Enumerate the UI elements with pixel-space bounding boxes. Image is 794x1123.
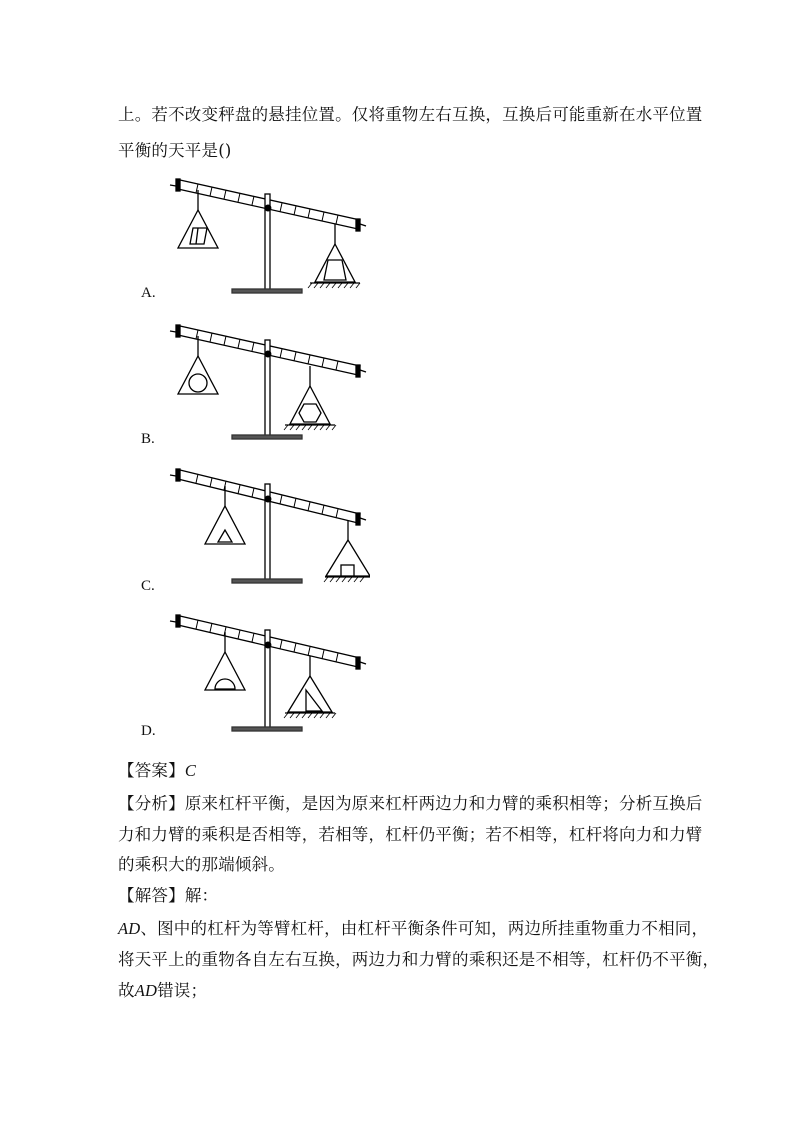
- option-label-d[interactable]: D.: [141, 723, 156, 739]
- answer-value: C: [184, 761, 197, 780]
- solution-line-0: [118, 882, 218, 906]
- analysis-line-1: [118, 790, 703, 814]
- balance-figure-a: [160, 176, 370, 296]
- balance-figure-c: [160, 466, 370, 586]
- solution-line-1: [118, 915, 708, 939]
- solution-text-1: 、图中的杠杆为等臂杠杆，由杠杆平衡条件可知，两边所挂重物重力不相同，: [140, 919, 709, 938]
- solution-intro: 解：: [184, 886, 219, 905]
- analysis-text-1: 原来杠杆平衡，是因为原来杠杆两边力和力臂的乘积相等；分析互换后: [184, 794, 703, 813]
- analysis-line-2: 力和力臂的乘积是否相等，若相等，杠杆仍平衡；若不相等，杠杆将向力和力臂: [118, 825, 703, 844]
- solution-tag: 【解答】: [118, 886, 185, 905]
- solution-line-3: [118, 977, 207, 1001]
- option-label-c[interactable]: C.: [141, 578, 155, 594]
- solution-ad-label: AD: [118, 919, 141, 938]
- balance-figure-b: [160, 322, 370, 442]
- answer-line: [118, 757, 196, 781]
- solution-text-3-pre: 故: [118, 981, 135, 1000]
- solution-text-3-post: 错误；: [157, 981, 208, 1000]
- option-label-b[interactable]: B.: [141, 431, 155, 447]
- analysis-line-3: 的乘积大的那端倾斜。: [118, 855, 285, 874]
- solution-ad-ref: AD: [134, 981, 158, 1000]
- question-line-2: 平衡的天平是(): [118, 141, 232, 160]
- balance-figure-d: [160, 612, 370, 734]
- solution-line-2: 将天平上的重物各自左右互换，两边力和力臂的乘积还是不相等，杠杆仍不平衡，: [118, 950, 720, 969]
- answer-tag: 【答案】: [118, 761, 185, 780]
- question-line-1: 上。若不改变秤盘的悬挂位置。仅将重物左右互换，互换后可能重新在水平位置: [118, 105, 703, 124]
- option-label-a[interactable]: A.: [141, 285, 156, 301]
- analysis-tag: 【分析】: [118, 794, 185, 813]
